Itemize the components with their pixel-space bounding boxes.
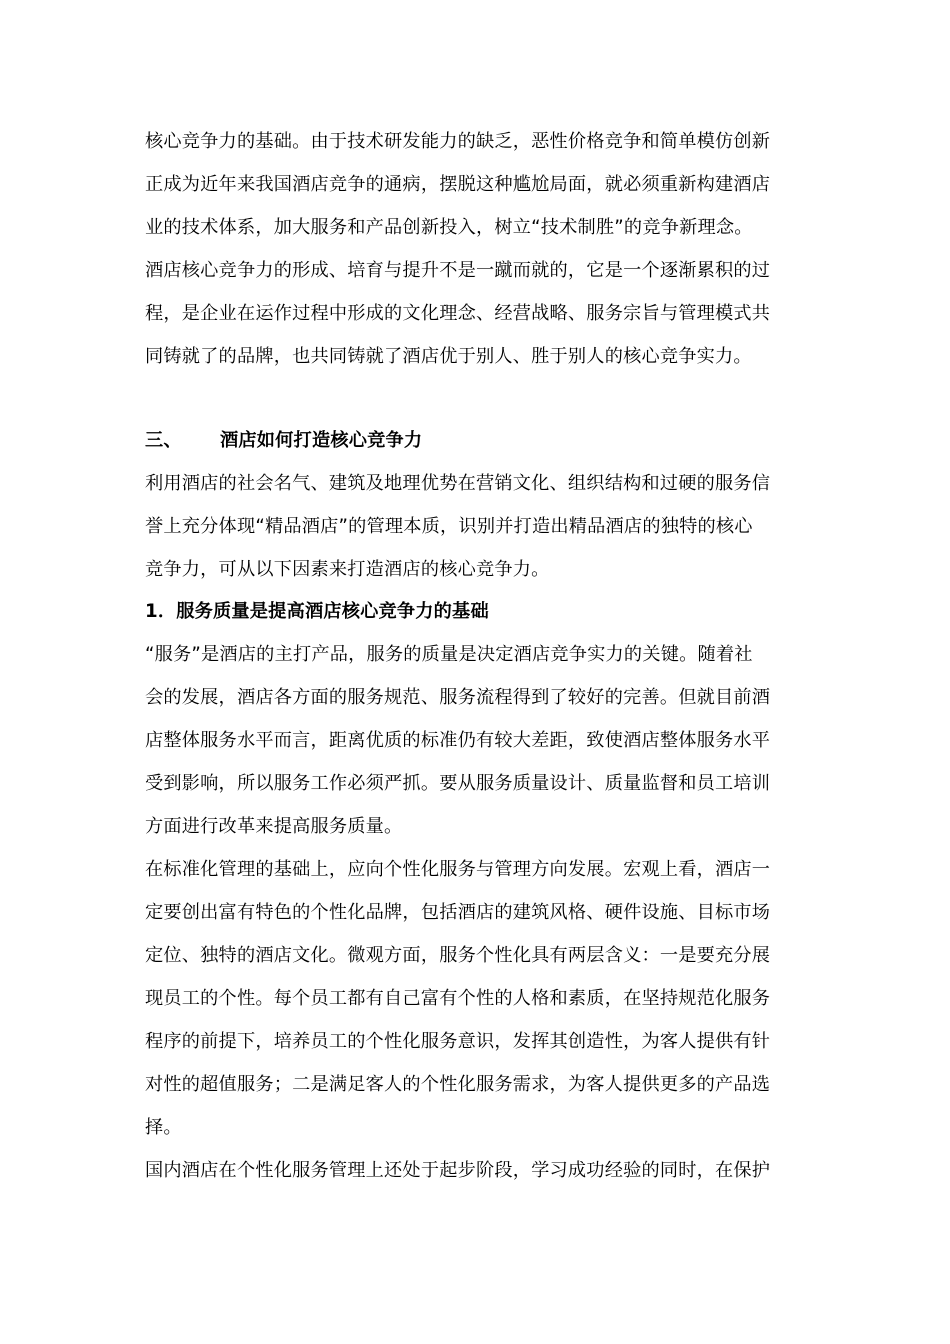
paragraph-line: 定位、独特的酒店文化。微观方面，服务个性化具有两层含义：一是要充分展 — [145, 945, 771, 966]
paragraph-line: 利用酒店的社会名气、建筑及地理优势在营销文化、组织结构和过硬的服务信 — [145, 473, 771, 494]
paragraph-line: 程，是企业在运作过程中形成的文化理念、经营战略、服务宗旨与管理模式共 — [145, 303, 771, 324]
paragraph-line: 程序的前提下，培养员工的个性化服务意识，发挥其创造性，为客人提供有针 — [145, 1031, 771, 1052]
paragraph-line: 择。 — [145, 1117, 182, 1138]
paragraph-line: 在标准化管理的基础上，应向个性化服务与管理方向发展。宏观上看，酒店一 — [145, 859, 771, 880]
paragraph-line: 店整体服务水平而言，距离优质的标准仍有较大差距，致使酒店整体服务水平 — [145, 730, 771, 751]
paragraph-line: 核心竞争力的基础。由于技术研发能力的缺乏，恶性价格竞争和简单模仿创新 — [145, 131, 771, 152]
paragraph-line: “服务”是酒店的主打产品，服务的质量是决定酒店竞争实力的关键。随着社 — [145, 644, 753, 665]
subheading: 1．服务质量是提高酒店核心竞争力的基础 — [145, 601, 489, 622]
paragraph-line: 业的技术体系，加大服务和产品创新投入，树立“技术制胜”的竞争新理念。 — [145, 217, 753, 238]
section-number: 三、 — [145, 430, 182, 451]
paragraph-line: 会的发展，酒店各方面的服务规范、服务流程得到了较好的完善。但就目前酒 — [145, 687, 771, 708]
section-heading — [145, 419, 810, 462]
paragraph-line: 现员工的个性。每个员工都有自己富有个性的人格和素质，在坚持规范化服务 — [145, 988, 771, 1009]
paragraph-line: 竞争力，可从以下因素来打造酒店的核心竞争力。 — [145, 559, 550, 580]
paragraph-line: 对性的超值服务；二是满足客人的个性化服务需求，为客人提供更多的产品选 — [145, 1074, 771, 1095]
paragraph-line: 国内酒店在个性化服务管理上还处于起步阶段，学习成功经验的同时，在保护 — [145, 1160, 771, 1181]
paragraph-line: 方面进行改革来提高服务质量。 — [145, 816, 403, 837]
section-title: 酒店如何打造核心竞争力 — [220, 430, 423, 451]
paragraph-line: 同铸就了的品牌，也共同铸就了酒店优于别人、胜于别人的核心竞争实力。 — [145, 346, 752, 367]
paragraph-line: 誉上充分体现“精品酒店”的管理本质，识别并打造出精品酒店的独特的核心 — [145, 516, 753, 537]
paragraph-line: 酒店核心竞争力的形成、培育与提升不是一蹴而就的，它是一个逐渐累积的过 — [145, 260, 771, 281]
paragraph-line: 定要创出富有特色的个性化品牌，包括酒店的建筑风格、硬件设施、目标市场 — [145, 902, 771, 923]
paragraph-line: 正成为近年来我国酒店竞争的通病，摆脱这种尴尬局面，就必须重新构建酒店 — [145, 174, 771, 195]
paragraph-line: 受到影响，所以服务工作必须严抓。要从服务质量设计、质量监督和员工培训 — [145, 773, 771, 794]
